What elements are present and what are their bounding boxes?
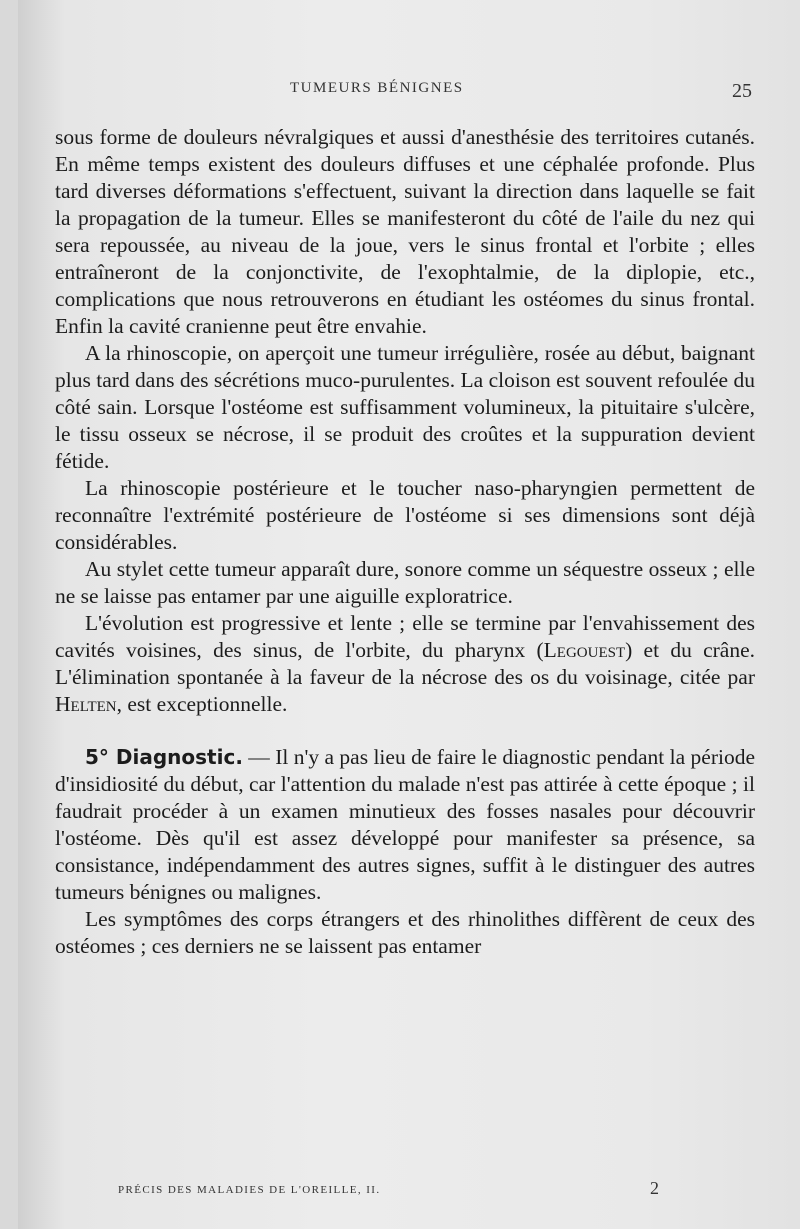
- paragraph-5-text-b: ) et du crâne. L'élimination spontanée à la faveur de la nécrose des os du voisinage, citée par: [55, 638, 755, 689]
- paragraph-2: A la rhinoscopie, on aperçoit une tumeur irrégulière, rosée au début, baignant plus tard dans des sécrétions muco-purulentes. La cloison est souvent refoulée du côté sain. Lorsque l'ostéome est suffisamment volumineux, la pituitaire s'ulcère, le tissu osseux se nécrose, il se produit des croûtes et la suppuration devient fétide.: [55, 341, 755, 473]
- paragraph-7: Les symptômes des corps étrangers et des rhinolithes diffèrent de ceux des ostéomes ; ces derniers ne se laissent pas entamer: [55, 907, 755, 958]
- running-head-title: TUMEURS BÉNIGNES: [290, 80, 464, 96]
- paragraph-6-text: — Il n'y a pas lieu de faire le diagnostic pendant la période d'insidiosité du début, car l'attention du malade n'est pas attirée à cette époque ; il faudrait procéder à un examen minutieux des fosses nasales pour découvrir l'ostéome. Dès qu'il est assez développé pour manifester sa présence, sa consistance, indépendamment des autres signes, suffit à le distinguer des autres tumeurs bénignes ou malignes.: [55, 745, 755, 904]
- paragraph-5: [55, 610, 755, 718]
- page-footer: [18, 1178, 800, 1208]
- running-head: [18, 76, 800, 106]
- author-name-legouest: Legouest: [543, 638, 626, 662]
- section-gap: [55, 718, 755, 744]
- section-heading-diagnostic: 5° Diagnostic.: [85, 745, 243, 769]
- paragraph-5-text-a: L'évolution est progressive et lente ; elle se termine par l'envahissement des cavités voisines, des sinus, de l'orbite, du pharynx (: [55, 611, 755, 662]
- paragraph-4: Au stylet cette tumeur apparaît dure, sonore comme un séquestre osseux ; elle ne se laisse pas entamer par une aiguille exploratrice.: [55, 557, 755, 608]
- signature-mark: 2: [650, 1178, 659, 1198]
- author-name-helten: Helten: [55, 692, 117, 716]
- paragraph-3: La rhinoscopie postérieure et le toucher naso-pharyngien permettent de reconnaître l'extrémité postérieure de l'ostéome si ses dimensions sont déjà considérables.: [55, 476, 755, 554]
- paragraph-6: [55, 744, 755, 906]
- body-text: [55, 124, 755, 960]
- page-number: 25: [732, 80, 752, 102]
- footer-book-title: PRÉCIS DES MALADIES DE L'OREILLE, II.: [118, 1184, 381, 1196]
- paragraph-1: sous forme de douleurs névralgiques et aussi d'anesthésie des territoires cutanés. En même temps existent des douleurs diffuses et une céphalée profonde. Plus tard diverses déformations s'effectuent, suivant la direction dans laquelle se fait la propagation de la tumeur. Elles se manifesteront du côté de l'aile du nez qui sera repoussée, au niveau de la joue, vers le sinus frontal et l'orbite ; elles entraîneront de la conjonctivite, de l'exophtalmie, de la diplopie, etc., complications que nous retrouverons en étudiant les ostéomes du sinus frontal. Enfin la cavité cranienne peut être envahie.: [55, 125, 755, 338]
- book-page: [18, 0, 800, 1229]
- paragraph-5-text-c: , est exceptionnelle.: [116, 692, 288, 716]
